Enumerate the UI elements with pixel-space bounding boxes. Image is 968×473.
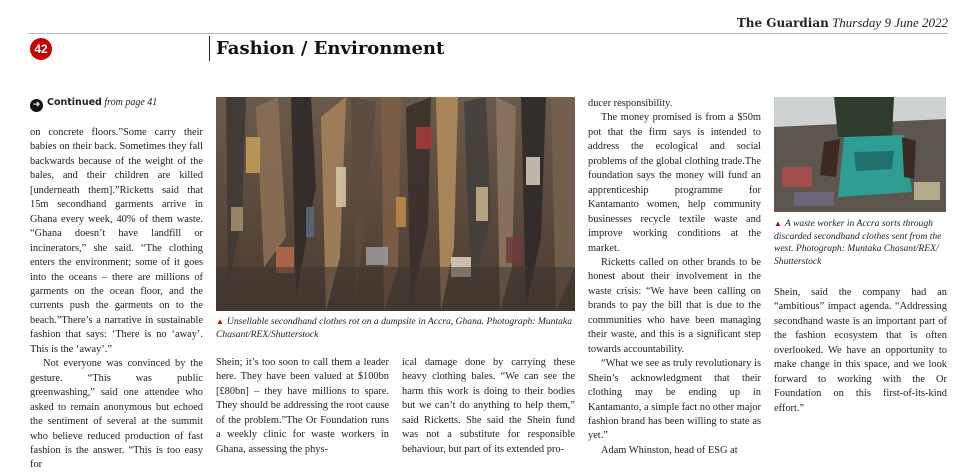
dumpsite-photo: [216, 97, 575, 311]
paragraph: ducer responsibility.: [588, 98, 673, 109]
arrow-right-icon: ➜: [30, 99, 43, 112]
article-column-1: [30, 126, 203, 473]
paragraph: Adam Whinston, head of ESG at: [601, 444, 738, 456]
paragraph: “What we see as truly revolutionary is Shein’s acknowledgment that their clothing may be ending up in Kantamanto, a simple fact no other major fashion brand has been willing to state as yet.”: [588, 358, 761, 442]
section-title: Fashion / Environment: [216, 38, 445, 59]
worker-sorting-image: [774, 97, 946, 212]
main-photo-caption: [216, 316, 576, 341]
masthead-date: Thursday 9 June 2022: [832, 15, 948, 30]
article-column-5: [774, 286, 947, 416]
top-rule: [28, 33, 948, 34]
paragraph: on concrete floors.”Some carry their babies on their back. Sometimes they fall backwards because of the weight of the bales, and their children are killed [underneath them].”Ricketts said that 15m secondhand garments arrive in Ghana every week, 40% of them waste. “Ghana doesn’t have landfill or incinerators,” she said. “The clothing enters the environment; some of it goes into the oceans – there are millions of garments on the ocean floor, and the currents push the garments on to the beach.”There’s a narrative in sustainable fashion that says: ‘There is no ‘away’. This is the ‘away’.”: [30, 127, 203, 355]
page-number-badge: 42: [30, 38, 52, 60]
paragraph: Shein; it’s too soon to call them a leader here. They have been valued at $100bn [£80bn] – they have millions to spare. They should be addressing the root cause of the problem.”The Or Foundation runs a weekly clinic for waste workers in Ghana, assessing the phys-: [216, 357, 389, 455]
section-divider: [209, 36, 210, 61]
paragraph: Ricketts called on other brands to be honest about their involvement in the waste crisis: “We have been calling on brands to pay the bill that is due to the communities who have been managing their waste, and this is a significant step towards accountability.: [588, 256, 761, 355]
triangle-icon: ▲: [774, 219, 782, 228]
main-caption-text: Unsellable secondhand clothes rot on a dumpsite in Accra, Ghana. Photograph: Muntaka Chasant/REX/Shutterstock: [216, 316, 572, 340]
clothes-pile-image: [216, 97, 575, 311]
continued-from: from page 41: [104, 97, 158, 108]
continued-marker: [30, 97, 157, 112]
side-caption-text: A waste worker in Accra sorts through discarded secondhand clothes sent from the west. Photograph: Muntaka Chasant/REX/ Shutterstock: [774, 218, 942, 267]
article-column-2: [216, 356, 389, 457]
side-photo-caption: [774, 218, 947, 268]
continued-label: Continued: [47, 97, 102, 108]
article-column-3: [402, 356, 575, 457]
paragraph: Shein, said the company had an “ambitious” impact agenda. “Addressing secondhand waste is an important part of the fashion ecosystem that is often overlooked. We have an opportunity to make change in this space, and we look forward to working with the Or Foundation on this first-of-its-kind effort.”: [774, 287, 947, 414]
paragraph: The money promised is from a $50m pot that the firm says is intended to address the ecological and social problems of the global clothing trade.The foundation says the money will fund an apprenticeship programme for Kantamanto women, help community businesses recycle textile waste and improve working conditions at the market.: [588, 112, 761, 254]
masthead: [737, 15, 948, 31]
waste-worker-photo: [774, 97, 946, 212]
masthead-paper: The Guardian: [736, 16, 829, 30]
paragraph: ical damage done by carrying these heavy clothing bales. “We can see the harm this work is doing to their bodies but we can’t do anything to help them,” said Ricketts. She said the Shein fund was not a substitute for responsible behaviour, but part of its extended pro-: [402, 357, 575, 455]
triangle-icon: ▲: [216, 317, 224, 326]
paragraph: Not everyone was convinced by the gesture. “This was public greenwashing,” said one attendee who asked to remain anonymous but echoed the sentiment of several at the summit who believe reduced production of fast fashion is the answer. “This is too easy for: [30, 358, 203, 471]
article-column-4: [588, 97, 761, 458]
